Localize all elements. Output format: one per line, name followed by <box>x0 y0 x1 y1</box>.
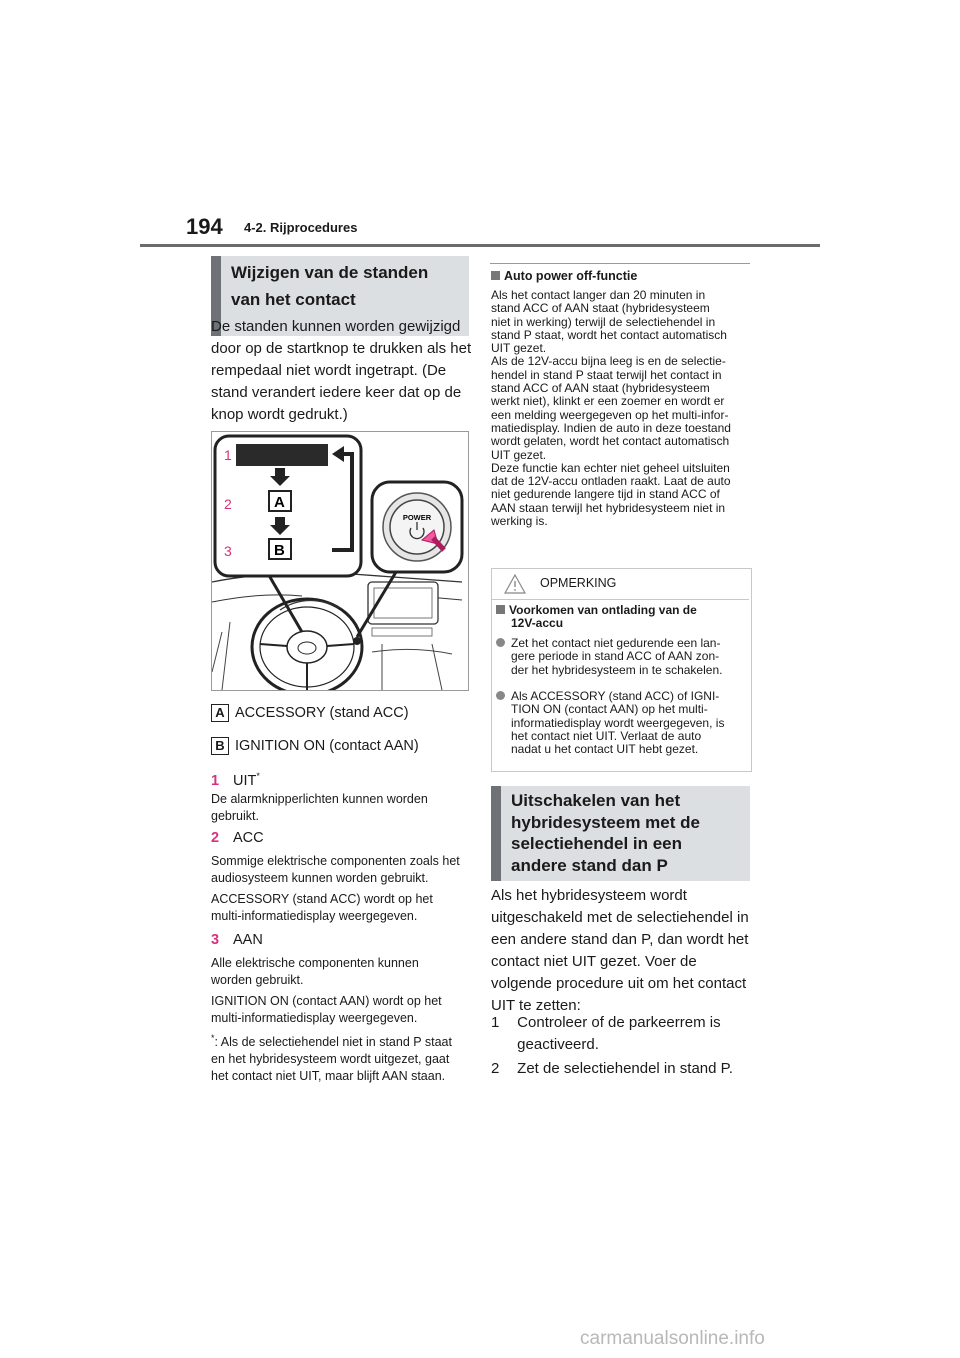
note-bullet-2 <box>496 690 748 756</box>
auto-off-line: stand P staat, wordt het contact automatisch <box>491 327 727 342</box>
legend-a-box: A <box>211 704 229 722</box>
auto-off-line: een melding weergegeven op het multi-infor- <box>491 407 729 422</box>
step-2-note-1: Sommige elektrische componenten zoals het audiosysteem kunnen worden gebruikt. <box>211 854 460 885</box>
dot-bullet-icon <box>496 638 505 647</box>
note-box <box>491 568 752 772</box>
page-number: 194 <box>186 214 223 239</box>
caution-icon <box>504 574 526 594</box>
step-1-title: UIT <box>233 772 257 789</box>
note-subheading-line: Voorkomen van ontlading van de <box>509 603 697 617</box>
auto-off-line: stand ACC of AAN staat (hybridesysteem <box>491 381 710 396</box>
auto-off-line: Als de 12V-accu bijna leeg is en de selectie- <box>491 354 726 369</box>
section-title-contact-positions: Wijzigen van de standen van het contact <box>211 256 469 336</box>
auto-off-line: UIT gezet. <box>491 341 547 356</box>
control-strip <box>372 628 432 636</box>
auto-off-title-text: Auto power off-functie <box>504 269 638 283</box>
label-3: 3 <box>224 543 232 559</box>
auto-off-line: wordt gelaten, wordt het contact automatisch <box>491 434 730 449</box>
figure-ignition-diagram <box>211 431 469 691</box>
note-bullet-line: Als ACCESSORY (stand ACC) of IGNI- <box>511 689 720 703</box>
step-2-title: ACC <box>233 830 264 846</box>
footnote <box>211 1030 463 1085</box>
power-button-location <box>353 637 361 645</box>
auto-off-line: stand ACC of AAN staat (hybridesysteem <box>491 301 710 316</box>
power-button-label: POWER <box>402 513 432 522</box>
auto-off-line: matiedisplay. Indien de auto in deze toestand <box>491 420 731 435</box>
step-2-number: 2 <box>211 830 220 846</box>
note-box-heading: OPMERKING <box>540 576 617 590</box>
section2-step-2-text: Zet de selectiehendel in stand P. <box>517 1060 733 1077</box>
note-subheading-line: 12V-accu <box>511 616 564 631</box>
step-1 <box>211 766 260 791</box>
off-indicator <box>236 444 328 466</box>
auto-off-line: hendel in stand P staat terwijl het contact in <box>491 367 722 382</box>
note-bullet-line: der het hybridesysteem in te schakelen. <box>511 662 723 677</box>
legend-b-box: B <box>211 737 229 755</box>
section2-step-1 <box>491 1012 753 1056</box>
auto-off-line: niet in werking) terwijl de selectiehendel in <box>491 314 716 329</box>
legend-b-text: IGNITION ON (contact AAN) <box>235 738 419 754</box>
note-bullet-line: TION ON (contact AAN) op het multi- <box>511 702 708 717</box>
step-3 <box>211 930 263 950</box>
note-bullet-line: gere periode in stand ACC of AAN zon- <box>511 649 720 664</box>
step-3-number: 3 <box>211 932 220 948</box>
legend-b <box>211 736 419 756</box>
auto-off-paragraph <box>491 289 753 528</box>
watermark: carmanualsonline.info <box>580 1328 765 1349</box>
step-3-note-2: IGNITION ON (contact AAN) wordt op het multi-informatiedisplay weergegeven. <box>211 994 442 1025</box>
door-lines <box>212 622 230 690</box>
note-bullet-line: het contact niet UIT. Verlaat de auto <box>511 728 702 743</box>
auto-off-line: niet gedurende langere tijd in stand ACC of <box>491 487 720 502</box>
label-2: 2 <box>224 496 232 512</box>
section2-step-1-text: Controleer of de parkeerrem is geactiveerd. <box>517 1014 721 1053</box>
section2-step-2 <box>491 1058 753 1080</box>
note-bullet-1 <box>496 637 748 677</box>
label-1: 1 <box>224 447 232 463</box>
auto-off-line: Als het contact langer dan 20 minuten in <box>491 288 706 302</box>
auto-off-line: UIT gezet. <box>491 447 547 462</box>
step-1-number: 1 <box>211 772 220 789</box>
console-line <box>372 649 452 654</box>
section2-intro: Als het hybridesysteem wordt uitgeschakeld met de selectiehendel in een andere stand dan P, dan wordt het contact niet UIT gezet. Voer de volgende procedure uit om het contact UIT te zetten: <box>491 887 749 1014</box>
note-bullet-line: Zet het contact niet gedurende een lan- <box>511 636 721 650</box>
section-title-hybrid-off: Uitschakelen van het hybridesysteem met de selectiehendel in een andere stand dan P <box>491 786 750 881</box>
square-bullet-icon <box>491 271 500 280</box>
step-1-footnote-mark: * <box>256 771 260 781</box>
auto-off-line: dat de 12V-accu ontladen raakt. Laat de auto <box>491 474 731 489</box>
note-box-subheading <box>496 604 697 631</box>
section2-step-1-number: 1 <box>491 1014 500 1031</box>
step-3-note-1: Alle elektrische componenten kunnen worden gebruikt. <box>211 956 419 987</box>
auto-off-title <box>491 270 637 283</box>
box-a-letter: A <box>274 494 285 511</box>
legend-a <box>211 703 409 723</box>
auto-off-line: AAN staan terwijl het hybridesysteem niet in <box>491 500 726 515</box>
step-3-title: AAN <box>233 932 263 948</box>
auto-off-line: Deze functie kan echter niet geheel uitsluiten <box>491 460 730 475</box>
footnote-text: : Als de selectiehendel niet in stand P staat en het hybridesysteem wordt uitgezet, gaat het contact niet UIT, maar blijft AAN staan. <box>211 1035 452 1084</box>
square-bullet-icon <box>496 605 505 614</box>
auto-off-rule <box>490 263 750 264</box>
step-2-note-2: ACCESSORY (stand ACC) wordt op het multi-informatiedisplay weergegeven. <box>211 892 433 923</box>
auto-off-line: werking is. <box>491 514 548 529</box>
dot-bullet-icon <box>496 691 505 700</box>
section2-step-2-number: 2 <box>491 1060 500 1077</box>
steering-hub <box>287 631 327 663</box>
note-box-header <box>492 569 749 600</box>
note-bullet-line: informatiedisplay wordt weergegeven, is <box>511 715 725 730</box>
box-b-letter: B <box>274 542 285 559</box>
chapter-title: 4-2. Rijprocedures <box>244 220 358 235</box>
header-rule <box>140 244 820 247</box>
auto-off-line: werkt niet), klinkt er een zoemer en wordt er <box>491 394 725 409</box>
figure-svg <box>212 432 468 690</box>
intro-paragraph: De standen kunnen worden gewijzigd door op de startknop te drukken als het rempedaal niet wordt ingetrapt. (De stand verandert iedere keer dat op de knop wordt gedrukt.) <box>211 318 472 423</box>
legend-a-text: ACCESSORY (stand ACC) <box>235 705 409 721</box>
step-1-note-1: De alarmknipperlichten kunnen worden gebruikt. <box>211 792 428 823</box>
note-bullet-line: nadat u het contact UIT hebt gezet. <box>511 742 699 757</box>
footnote-mark: * <box>211 1033 215 1043</box>
step-2 <box>211 828 264 848</box>
